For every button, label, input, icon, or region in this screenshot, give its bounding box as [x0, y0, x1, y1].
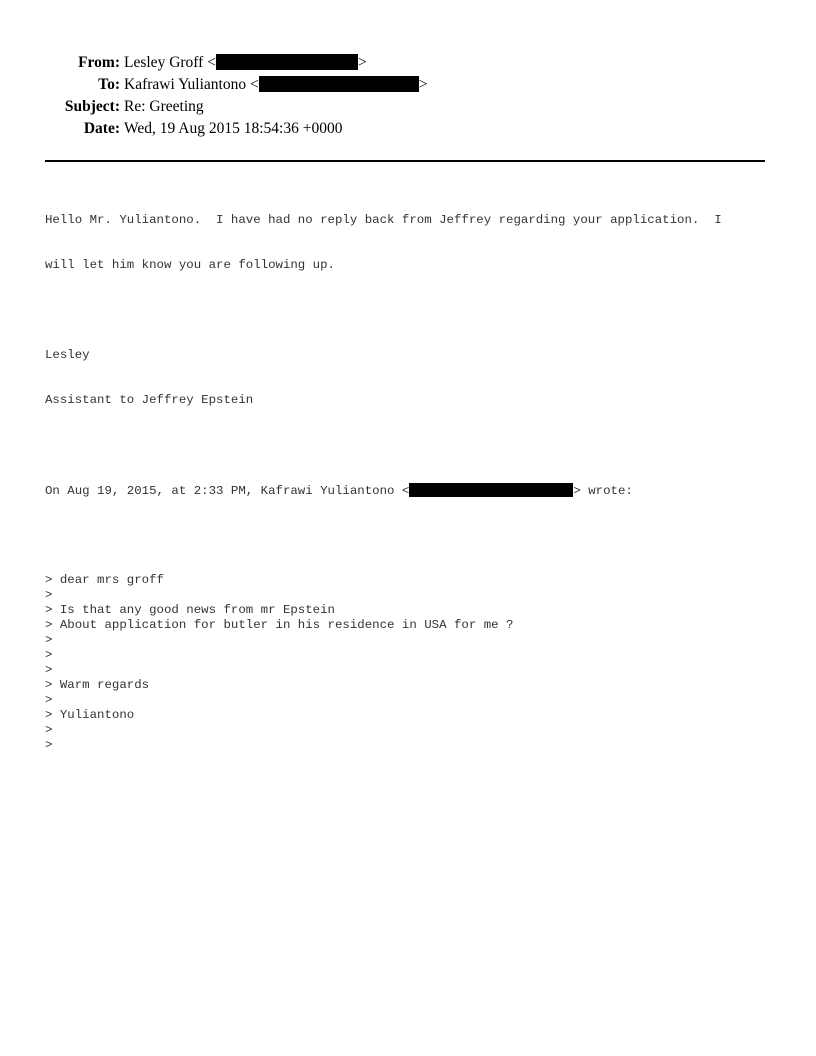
subject-value: Re: Greeting: [124, 98, 204, 115]
quoted-line: >: [45, 633, 53, 647]
from-label: From:: [78, 54, 120, 71]
quoted-line: > Is that any good news from mr Epstein: [45, 603, 335, 617]
quoted-line: >: [45, 663, 53, 677]
to-value: Kafrawi Yuliantono < >: [124, 76, 428, 93]
quote-intro-suffix: > wrote:: [573, 484, 633, 498]
quoted-line: >: [45, 738, 53, 752]
redaction-box: [409, 483, 573, 497]
date-value: Wed, 19 Aug 2015 18:54:36 +0000: [124, 120, 343, 137]
quote-intro: [45, 483, 775, 498]
to-label: To:: [98, 76, 120, 93]
redaction-box: [216, 54, 358, 70]
body-line: will let him know you are following up.: [45, 258, 335, 272]
to-name: Kafrawi Yuliantono: [124, 76, 247, 93]
email-body: [45, 183, 775, 768]
quoted-line: >: [45, 588, 53, 602]
quoted-message: [45, 573, 775, 753]
subject-label: Subject:: [64, 98, 120, 115]
quoted-line: > Warm regards: [45, 678, 150, 692]
signature-title: Assistant to Jeffrey Epstein: [45, 393, 254, 407]
quoted-line: > Yuliantono: [45, 708, 135, 722]
quoted-line: > dear mrs groff: [45, 573, 164, 587]
quoted-line: > About application for butler in his residence in USA for me ?: [45, 618, 514, 632]
redaction-box: [259, 76, 419, 92]
quoted-line: >: [45, 693, 53, 707]
quote-intro-prefix: On Aug 19, 2015, at 2:33 PM, Kafrawi Yuliantono <: [45, 484, 410, 498]
from-name: Lesley Groff: [124, 54, 204, 71]
signature-name: Lesley: [45, 348, 90, 362]
header-divider: [45, 160, 765, 162]
quoted-line: >: [45, 723, 53, 737]
date-label: Date:: [83, 120, 120, 137]
from-value: Lesley Groff < >: [124, 54, 367, 71]
body-line: Hello Mr. Yuliantono. I have had no reply back from Jeffrey regarding your application. I: [45, 213, 722, 227]
quoted-line: >: [45, 648, 53, 662]
